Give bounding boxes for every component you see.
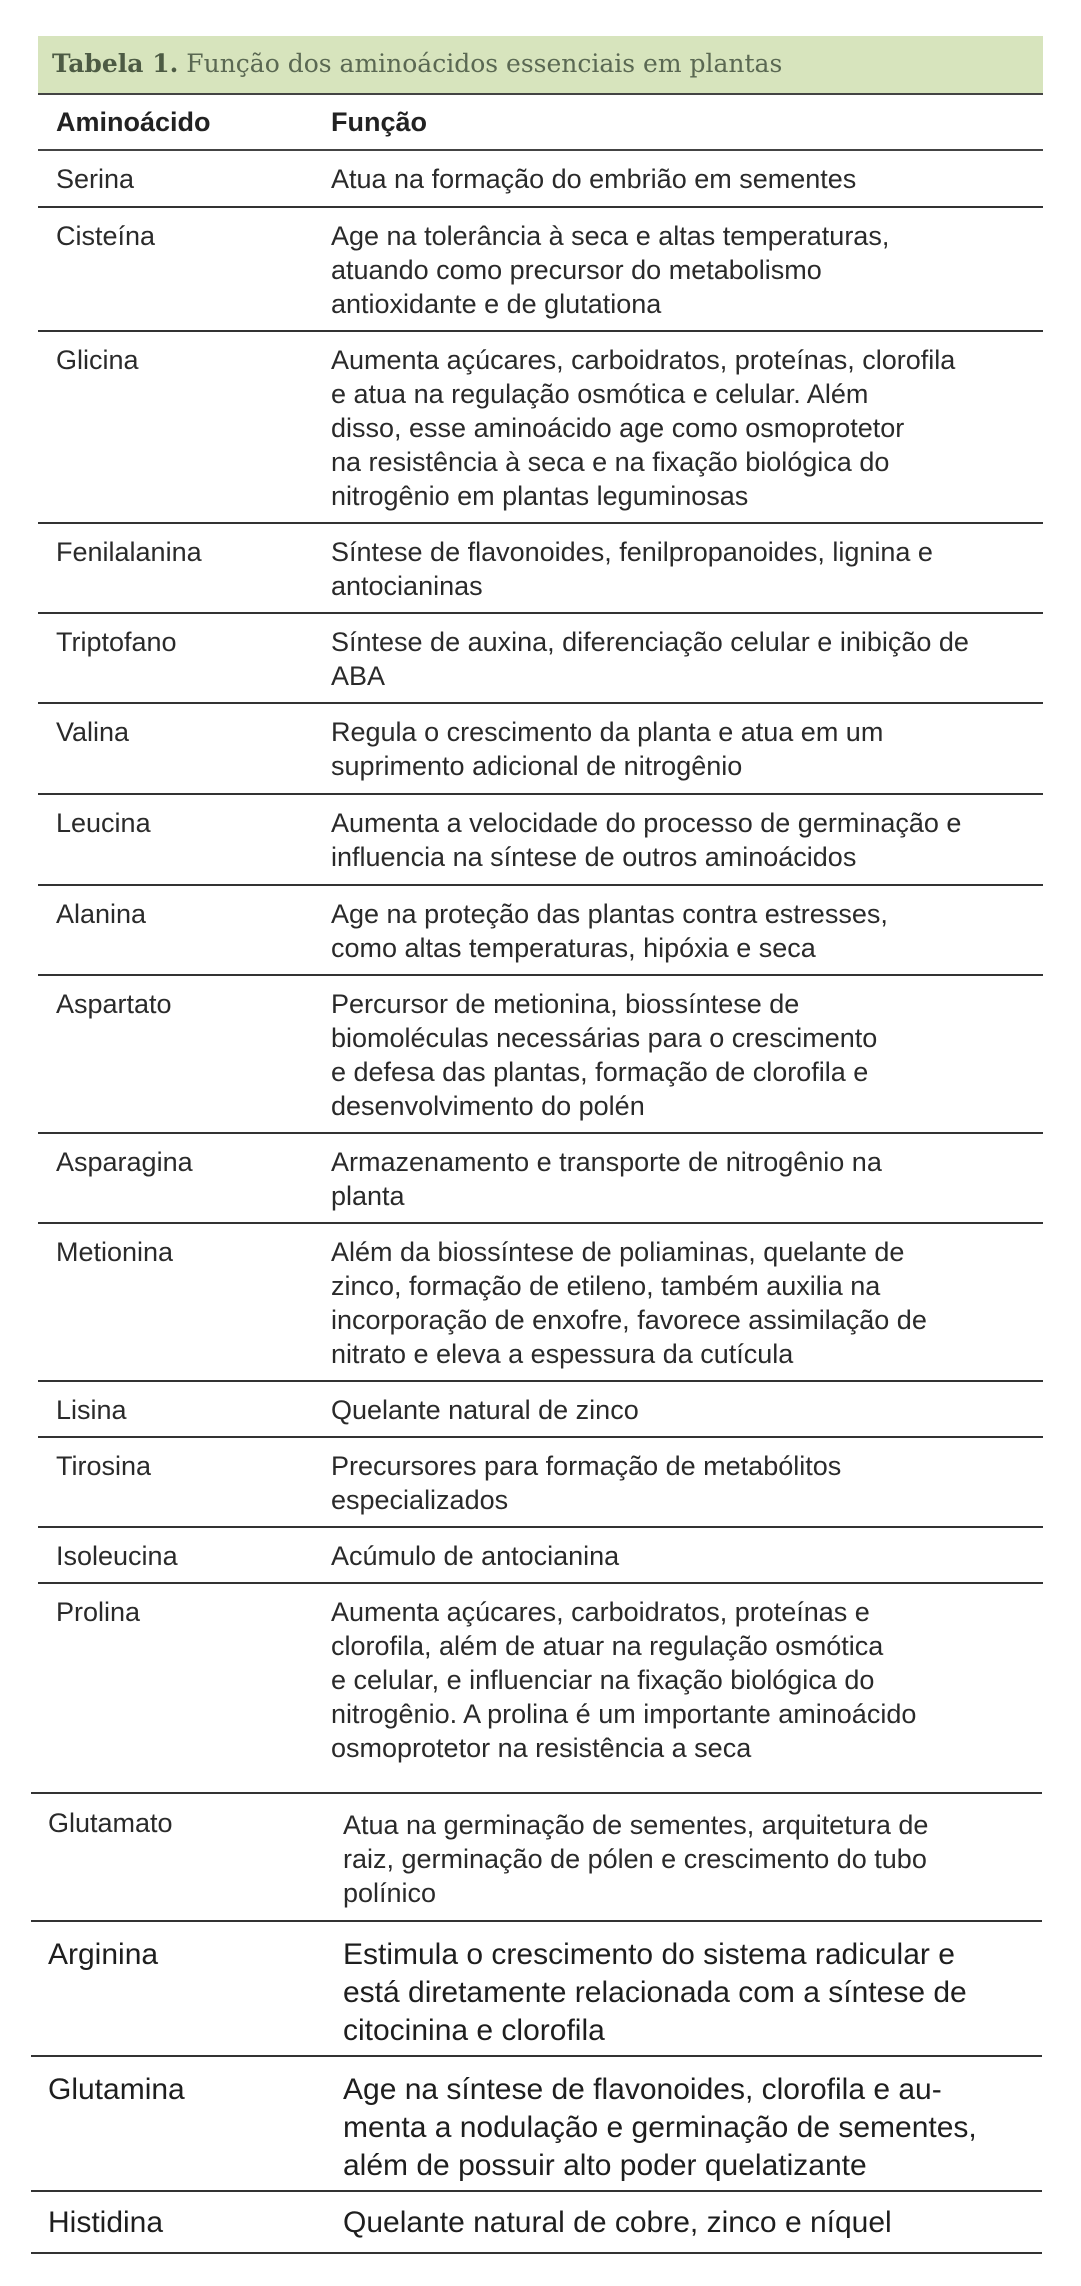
table-row bbox=[38, 151, 1043, 208]
table-row bbox=[38, 614, 1043, 704]
row-aminoacido: Fenilalanina bbox=[56, 537, 202, 567]
table-header bbox=[38, 93, 1043, 151]
header-funcao: Função bbox=[331, 106, 428, 137]
row-aminoacido: Metionina bbox=[56, 1237, 174, 1267]
row-aminoacido: Arginina bbox=[48, 1938, 159, 1971]
row-funcao: Atua na germinação de sementes, arquitetura de raiz, germinação de pólen e crescimento do tubo polínico bbox=[343, 1810, 929, 1908]
table-row bbox=[31, 2192, 1042, 2254]
row-funcao: Quelante natural de cobre, zinco e níquel bbox=[343, 2206, 892, 2239]
table-row bbox=[38, 976, 1043, 1134]
table-caption-text: Função dos aminoácidos essenciais em plantas bbox=[186, 49, 783, 78]
row-aminoacido: Tirosina bbox=[56, 1451, 152, 1481]
row-funcao: Regula o crescimento da planta e atua em um suprimento adicional de nitrogênio bbox=[331, 717, 884, 781]
table-row bbox=[38, 208, 1043, 332]
row-funcao: Armazenamento e transporte de nitrogênio na planta bbox=[331, 1147, 882, 1211]
table-row bbox=[38, 1584, 1043, 1794]
row-funcao: Estimula o crescimento do sistema radicular e está diretamente relacionada com a síntese de citocinina e clorofila bbox=[343, 1938, 967, 2047]
row-aminoacido: Aspartato bbox=[56, 989, 172, 1019]
row-aminoacido: Asparagina bbox=[56, 1147, 193, 1177]
table-row bbox=[31, 1792, 1042, 1922]
table-row bbox=[31, 2057, 1042, 2192]
row-aminoacido: Serina bbox=[56, 164, 135, 194]
row-aminoacido: Isoleucina bbox=[56, 1541, 178, 1571]
table-row bbox=[31, 1922, 1042, 2057]
row-funcao: Percursor de metionina, biossíntese de biomoléculas necessárias para o crescimento e defesa das plantas, formação de clorofila e desenvolvimento do polén bbox=[331, 989, 878, 1121]
row-aminoacido: Lisina bbox=[56, 1395, 127, 1425]
table-row bbox=[38, 524, 1043, 614]
row-aminoacido: Alanina bbox=[56, 899, 147, 929]
row-aminoacido: Glutamina bbox=[48, 2073, 185, 2106]
table-caption bbox=[38, 36, 1043, 93]
table-row bbox=[38, 1382, 1043, 1438]
table-caption-label: Tabela 1. bbox=[52, 49, 179, 78]
row-funcao: Age na síntese de flavonoides, clorofila e au- menta a nodulação e germinação de sementes, além de possuir alto poder quelatizante bbox=[343, 2073, 977, 2182]
row-aminoacido: Glutamato bbox=[48, 1808, 173, 1838]
row-funcao: Aumenta açúcares, carboidratos, proteínas e clorofila, além de atuar na regulação osmótica e celular, e influenciar na fixação biológica do nitrogênio. A prolina é um importante aminoácido osmoprotetor na resistência a seca bbox=[331, 1597, 917, 1763]
row-funcao: Age na tolerância à seca e altas temperaturas, atuando como precursor do metabolismo antioxidante e de glutationa bbox=[331, 221, 890, 319]
row-funcao: Quelante natural de zinco bbox=[331, 1395, 639, 1425]
row-aminoacido: Glicina bbox=[56, 345, 139, 375]
row-funcao: Além da biossíntese de poliaminas, quelante de zinco, formação de etileno, também auxilia na incorporação de enxofre, favorece assimilação de nitrato e eleva a espessura da cutícula bbox=[331, 1237, 927, 1369]
row-funcao: Age na proteção das plantas contra estresses, como altas temperaturas, hipóxia e seca bbox=[331, 899, 888, 963]
row-aminoacido: Cisteína bbox=[56, 221, 156, 251]
table-row bbox=[38, 332, 1043, 524]
table-row bbox=[38, 886, 1043, 976]
row-aminoacido: Prolina bbox=[56, 1597, 141, 1627]
row-funcao: Aumenta açúcares, carboidratos, proteínas, clorofila e atua na regulação osmótica e celular. Além disso, esse aminoácido age como osmoprotetor na resistência à seca e na fixação biológica do nitrogênio em plantas leguminosas bbox=[331, 345, 956, 511]
row-funcao: Atua na formação do embrião em sementes bbox=[331, 164, 857, 194]
table-row bbox=[38, 1224, 1043, 1382]
row-aminoacido: Histidina bbox=[48, 2206, 164, 2239]
row-funcao: Aumenta a velocidade do processo de germinação e influencia na síntese de outros aminoácidos bbox=[331, 808, 962, 872]
table-row bbox=[38, 795, 1043, 886]
table-row bbox=[38, 1438, 1043, 1528]
row-funcao: Síntese de flavonoides, fenilpropanoides, lignina e antocianinas bbox=[331, 537, 933, 601]
row-funcao: Precursores para formação de metabólitos especializados bbox=[331, 1451, 842, 1515]
amino-acid-table bbox=[38, 36, 1043, 1794]
header-aminoacido: Aminoácido bbox=[56, 106, 211, 137]
row-funcao: Síntese de auxina, diferenciação celular e inibição de ABA bbox=[331, 627, 969, 691]
table-row bbox=[38, 1134, 1043, 1224]
table-row bbox=[38, 1528, 1043, 1584]
row-funcao: Acúmulo de antocianina bbox=[331, 1541, 620, 1571]
row-aminoacido: Leucina bbox=[56, 808, 151, 838]
row-aminoacido: Valina bbox=[56, 717, 130, 747]
row-aminoacido: Triptofano bbox=[56, 627, 177, 657]
table-row bbox=[38, 704, 1043, 795]
